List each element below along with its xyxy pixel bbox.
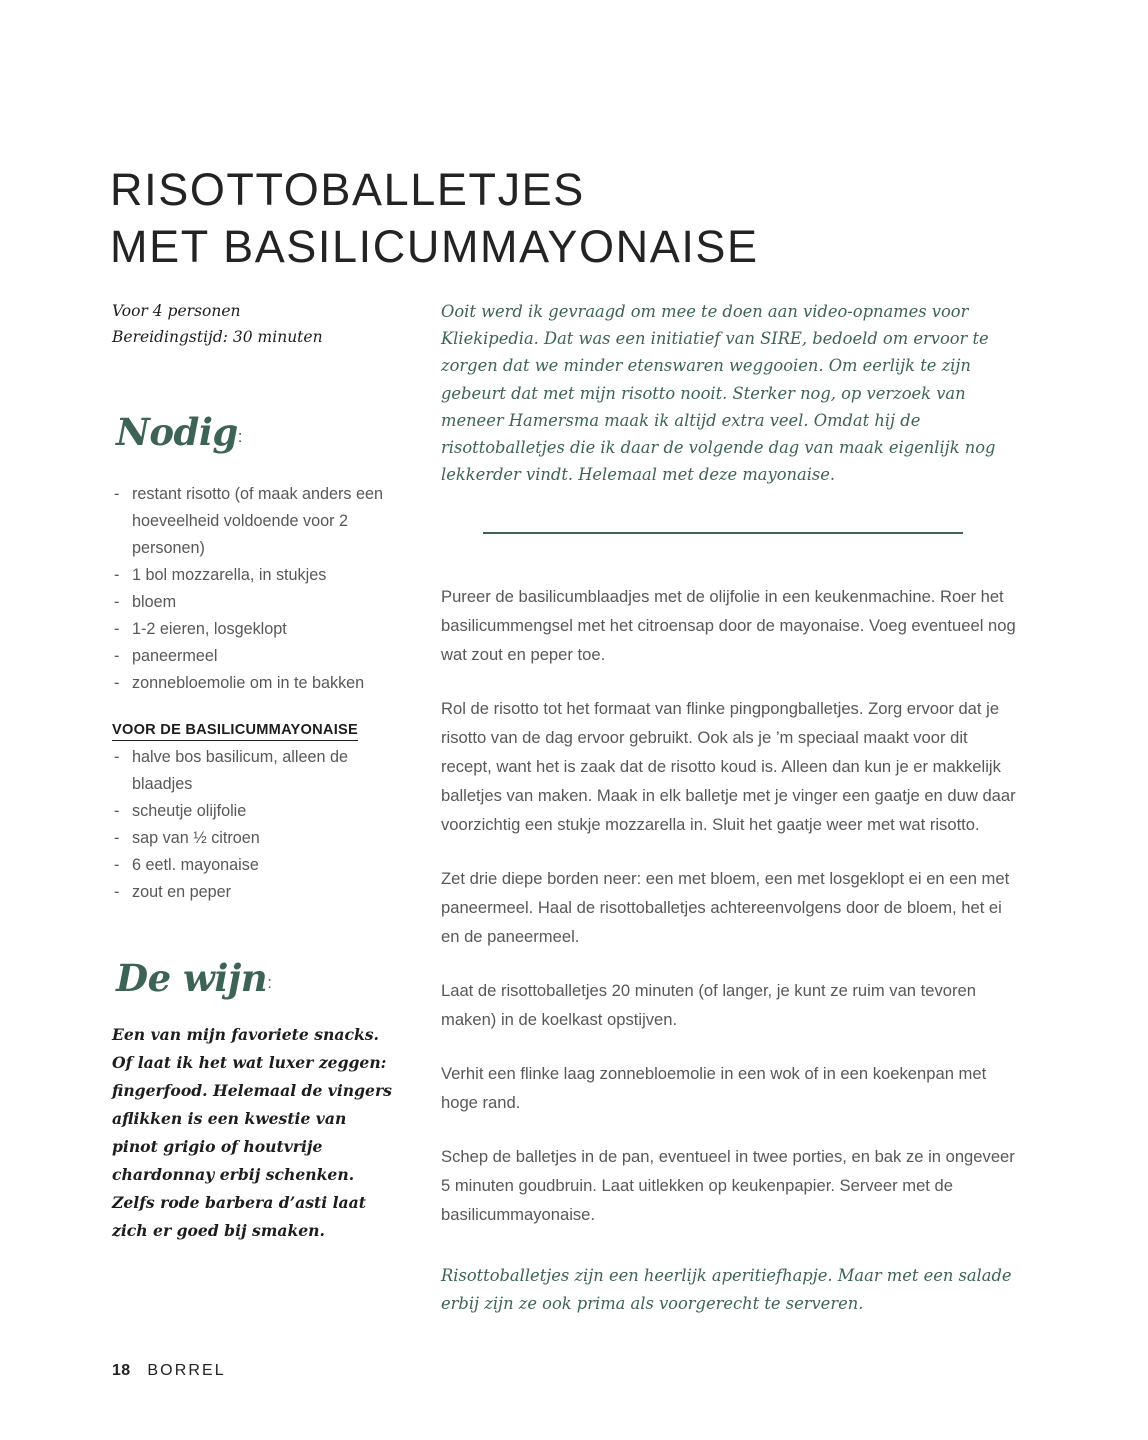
method-step: Zet drie diepe borden neer: een met bloem, een met losgeklopt ei en een met paneermeel. Haal de risottoballetjes achtereenvolgens door de bloem, het ei en de paneermeel. bbox=[441, 869, 1010, 947]
list-item: - sap van ½ citroen bbox=[112, 825, 404, 852]
servings-text: Voor 4 personen bbox=[112, 302, 241, 320]
wine-heading bbox=[116, 958, 404, 1003]
mayonnaise-heading-wrap bbox=[112, 697, 404, 744]
page-title bbox=[110, 161, 1050, 275]
page-title-line-1: RISOTTOBALLETJES bbox=[110, 164, 585, 216]
wine-heading-colon: : bbox=[267, 973, 272, 992]
ingredients-heading bbox=[116, 412, 404, 457]
page-title-line-2: MET BASILICUMMAYONAISE bbox=[110, 221, 759, 273]
list-item: - zonnebloemolie om in te bakken bbox=[112, 670, 404, 697]
mayonnaise-ingredients-list bbox=[112, 744, 404, 906]
wine-heading-label: De wijn bbox=[116, 956, 268, 1000]
list-item: - 1-2 eieren, losgeklopt bbox=[112, 616, 404, 643]
method-step: Pureer de basilicumblaadjes met de olijfolie in een keukenmachine. Roer het basilicummengsel met het citroensap door de mayonaise. Voeg eventueel nog wat zout en peper toe. bbox=[441, 587, 1016, 665]
list-item: - halve bos basilicum, alleen de blaadjes bbox=[112, 744, 404, 798]
wine-paragraph: Een van mijn favoriete snacks. Of laat ik het wat luxer zeggen: fingerfood. Helemaal de vingers aflikken is een kwestie van pinot grigio of houtvrije chardonnay erbij schenken. Zelfs rode barbera d’asti laat zich er goed bij smaken. bbox=[112, 1025, 392, 1240]
section-label: BORREL bbox=[147, 1362, 226, 1379]
mayonnaise-heading: VOOR DE BASILICUMMAYONAISE bbox=[112, 722, 358, 741]
ingredients-heading-colon: : bbox=[237, 427, 243, 446]
intro-paragraph: Ooit werd ik gevraagd om mee te doen aan video-opnames voor Kliekipedia. Dat was een initiatief van SIRE, bedoeld om ervoor te zorgen dat we minder etenswaren weggooien. Om eerlijk te zijn gebeurt dat met mijn risotto nooit. Sterker nog, op verzoek van meneer Hamersma maak ik altijd extra veel. Omdat hij de risottoballetjes die ik daar de volgende dag van maak eigenlijk nog lekkerder vindt. Helemaal met deze mayonaise. bbox=[441, 302, 996, 485]
recipe-meta bbox=[112, 298, 404, 350]
method-step: Schep de balletjes in de pan, eventueel in twee porties, en bak ze in ongeveer 5 minuten goudbruin. Laat uitlekken op keukenpapier. Serveer met de basilicummayonaise. bbox=[441, 1147, 1015, 1225]
method-steps bbox=[441, 582, 1019, 1229]
section-divider bbox=[483, 532, 963, 534]
list-item: - bloem bbox=[112, 589, 404, 616]
method-step: Rol de risotto tot het formaat van flinke pingpongballetjes. Zorg ervoor dat je risotto van de dag ervoor gebruikt. Ook als je ’m speciaal maakt voor dit recept, want het is zaak dat de risotto koud is. Alleen dan kun je er makkelijk balletjes van maken. Maak in elk balletje met je vinger een gaatje en duw daar voorzichtig een stukje mozzarella in. Sluit het gaatje weer met wat risotto. bbox=[441, 699, 1016, 835]
prep-time-text: Bereidingstijd: 30 minuten bbox=[112, 328, 323, 346]
list-item: - 6 eetl. mayonaise bbox=[112, 852, 404, 879]
list-item: - restant risotto (of maak anders een hoeveelheid voldoende voor 2 personen) bbox=[112, 481, 404, 562]
list-item: - 1 bol mozzarella, in stukjes bbox=[112, 562, 404, 589]
method-step: Laat de risottoballetjes 20 minuten (of langer, je kunt ze ruim van tevoren maken) in de koelkast opstijven. bbox=[441, 981, 976, 1030]
list-item: - paneermeel bbox=[112, 643, 404, 670]
list-item: - scheutje olijfolie bbox=[112, 798, 404, 825]
ingredients-heading-label: Nodig bbox=[116, 410, 238, 454]
main-column bbox=[441, 298, 1019, 1317]
ingredients-list bbox=[112, 481, 404, 697]
page-footer bbox=[112, 1362, 226, 1380]
method-step: Verhit een flinke laag zonnebloemolie in een wok of in een koekenpan met hoge rand. bbox=[441, 1064, 987, 1113]
page-number: 18 bbox=[112, 1362, 131, 1379]
outro-paragraph: Risottoballetjes zijn een heerlijk aperitiefhapje. Maar met een salade erbij zijn ze ook prima als voorgerecht te serveren. bbox=[441, 1266, 1012, 1313]
sidebar-column bbox=[112, 298, 404, 1245]
list-item: - zout en peper bbox=[112, 879, 404, 906]
